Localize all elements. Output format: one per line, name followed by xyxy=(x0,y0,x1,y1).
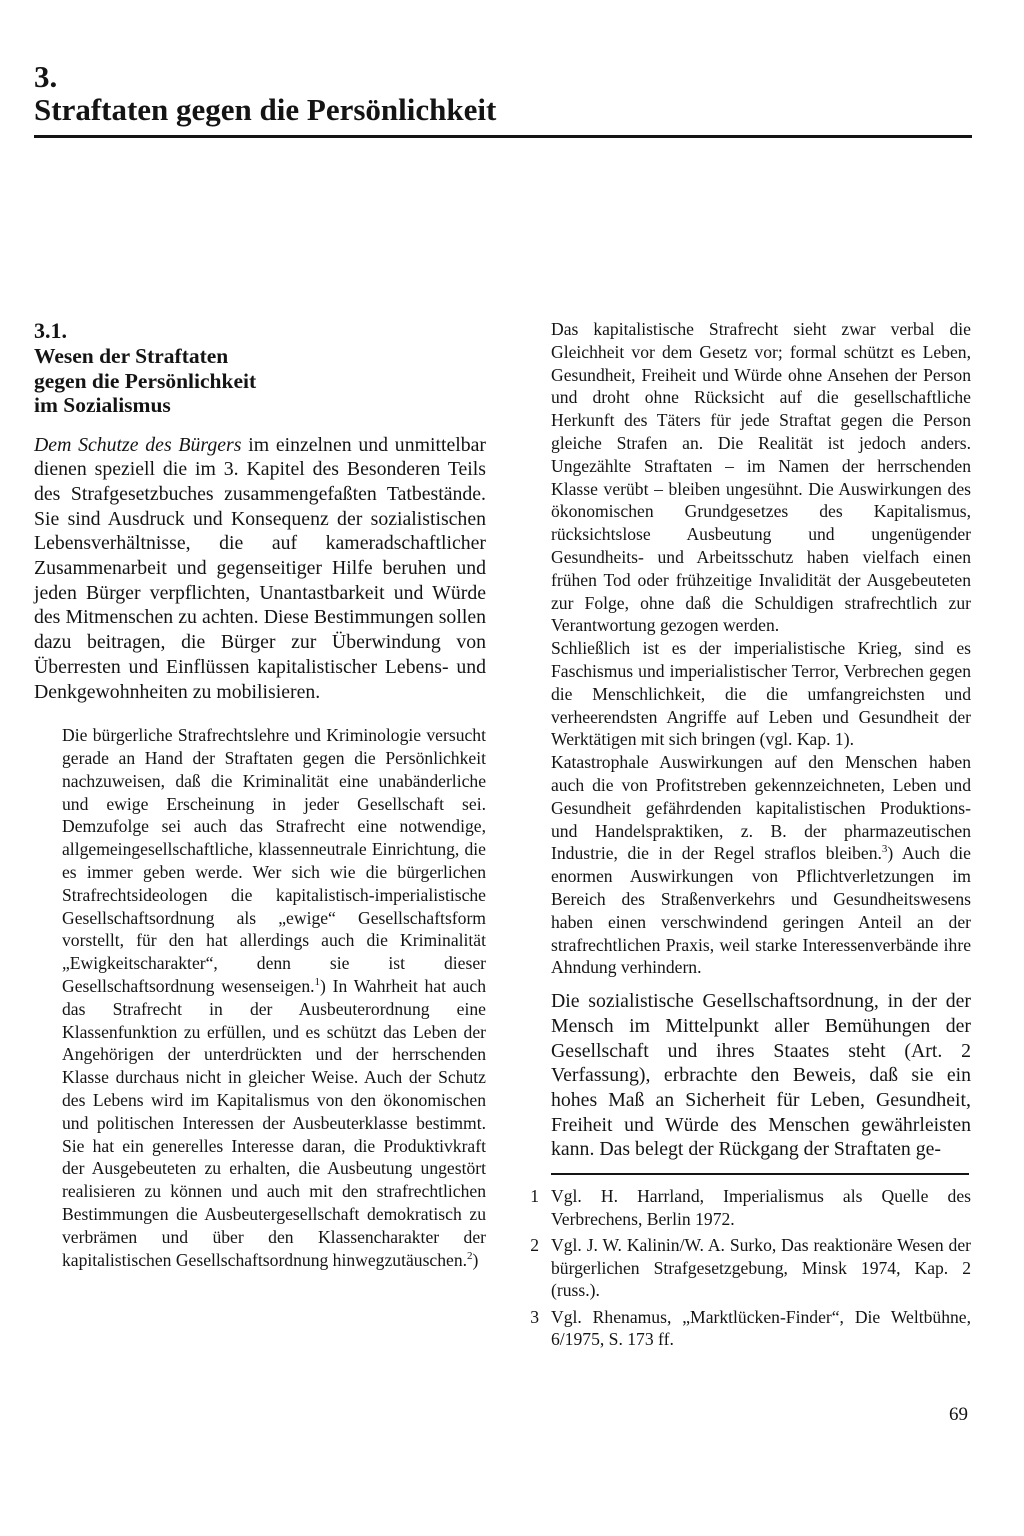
footnote-ref: 2 xyxy=(467,1249,473,1262)
footnote-text: Vgl. Rhenamus, „Marktlücken-Finder“, Die Weltbühne, 6/1975, S. 173 ff. xyxy=(551,1306,971,1350)
page-number: 69 xyxy=(949,1404,968,1425)
footnote-number: 3 xyxy=(530,1306,539,1327)
body-paragraph: Das kapitalistische Strafrecht sieht zwar verbal die Gleichheit vor dem Gesetz vor; formal schützt es Leben, Gesundheit, Freiheit und Würde ohne Ansehen der Person und droht ohne Rücksicht auf die gesellschaftliche Herkunft des Täters für jede Straftat gegen die Person gleiche Strafen an. Die Realität ist jedoch anders. Ungezählte Straftaten – im Namen der herrschenden Klasse verübt – bleiben ungesühnt. Die Auswirkungen des ökonomischen Grundgesetzes des Kapitalismus, rücksichtslose Ausbeutung und ungenügender Gesundheits- und Arbeitsschutz haben vielfach einen frühen Tod oder frühzeitige Invalidität der Ausgebeuteten zur Folge, ohne daß die Schuldigen strafrechtlich zur Verantwortung gezogen werden. xyxy=(551,319,971,636)
footnote xyxy=(530,1185,971,1230)
indented-text-part: Die bürgerliche Strafrechtslehre und Kriminologie versucht gerade an Hand der Straftaten gegen die Persönlichkeit nachzuweisen, daß die Kriminalität eine unabänderliche und ewige Erscheinung in jeder Gesellschaft sei. Demzufolge sei auch das Strafrecht eine notwendige, allgemeingesellschaftliche, klassenneutrale Einrichtung, die es immer geben werde. Wer sich wie die bürgerlichen Strafrechtsideologen die kapitalistisch-imperialistische Gesellschaftsordnung als „ewige“ Gesellschaftsform vorstellt, für den hat allerdings auch die Kriminalität „Ewigkeitscharakter“, denn sie ist dieser Gesellschaftsordnung wesenseigen. xyxy=(62,725,486,996)
indented-paragraph xyxy=(62,724,486,1271)
section-title-line: Wesen der Straftaten xyxy=(34,344,229,368)
footnote-number: 1 xyxy=(530,1186,539,1207)
chapter-number: 3. xyxy=(34,59,58,94)
body-paragraph: Schließlich ist es der imperialistische Krieg, sind es Faschismus und imperialistischer Terror, Verbrechen gegen die Menschlichkeit, die die umfangreichsten und verheerendsten Angriffe auf Leben und Gesundheit der Werktätigen mit sich bringen (vgl. Kap. 1). xyxy=(551,638,971,750)
intro-paragraph xyxy=(34,433,486,705)
left-column xyxy=(34,318,486,1271)
footnote-rule xyxy=(551,1173,969,1175)
section-title-line: gegen die Persönlichkeit xyxy=(34,368,257,393)
chapter-rule xyxy=(34,135,972,138)
chapter-title: Straftaten gegen die Persönlichkeit xyxy=(34,92,497,127)
intro-lead: Dem Schutze des Bürgers xyxy=(34,433,242,456)
indented-text-part: ) xyxy=(472,1249,479,1270)
footnote-text: Vgl. J. W. Kalinin/W. A. Surko, Das reaktionäre Wesen der bürgerlichen Strafgesetzgebung, Minsk 1974, Kap. 2 (russ.). xyxy=(551,1235,971,1301)
footnote-text: Vgl. H. Harrland, Imperialismus als Quelle des Verbrechens, Berlin 1972. xyxy=(551,1186,971,1229)
body-text-part: ) Auch die enormen Auswirkungen von Pflichtverletzungen im Bereich des Straßenverkehrs und Gesundheitswesens haben einen verschwindend geringen Anteil an der strafrechtlichen Praxis, weil starke Interessenverbände ihre Ahndung verhindern. xyxy=(551,843,971,978)
indented-text-part: ) In Wahrheit hat auch das Strafrecht in der Ausbeuterordnung eine Klassenfunktion zu erfüllen, und es schützt das Leben der Angehörigen der unterdrückten und der herrschenden Klasse durchaus nicht in gleicher Weise. Auch der Schutz des Lebens wird im Kapitalismus von den ökonomischen und politischen Interessen der Ausbeuterklasse bestimmt. Sie hat ein generelles Interesse daran, die Produktivkraft der Ausgebeuteten zu erhalten, die Ausbeutung ungestört realisieren zu können und auch mit den strafrechtlichen Bestimmungen die Ausbeutergesellschaft demokratisch zu verbrämen und über den Klassencharakter der kapitalistischen Gesellschaftsordnung hinwegzutäuschen. xyxy=(62,976,486,1270)
section-title xyxy=(34,344,486,418)
footnote-ref: 3 xyxy=(881,843,888,856)
intro-text: im einzelnen und unmittelbar dienen speziell die im 3. Kapitel des Besonderen Teils des Strafgesetzbuches zusammengefaßten Tatbestände. Sie sind Ausdruck und Konsequenz der sozialistischen Lebensverhältnisse, die auf kameradschaftlicher Zusammenarbeit und gegenseitiger Hilfe beruhen und jeden Bürger verpflichten, Unantastbarkeit und Würde des Mitmenschen zu achten. Diese Bestimmungen sollen dazu beitragen, die Bürger zur Überwindung von Überresten und Einflüssen kapitalistischer Lebens- und Denkgewohnheiten zu mobilisieren. xyxy=(34,433,486,703)
footnote xyxy=(530,1306,971,1351)
footnote-list-wrap xyxy=(530,1185,971,1351)
body-paragraph xyxy=(551,751,971,979)
body-text-part: Katastrophale Auswirkungen auf den Menschen haben auch die von Profitstreben gekennzeichneten, Leben und Gesundheit gefährdenden kapitalistischen Produktions- und Handelspraktiken, z. B. der pharmazeutischen Industrie, die in der Regel straflos bleiben. xyxy=(551,752,971,864)
footnote-number: 2 xyxy=(530,1235,539,1256)
footnotes xyxy=(530,1185,971,1351)
footnote xyxy=(530,1234,971,1302)
footnote-ref: 1 xyxy=(314,976,321,989)
right-column xyxy=(530,318,971,1355)
section-number: 3.1. xyxy=(34,318,67,343)
section-title-line: im Sozialismus xyxy=(34,393,171,417)
body-paragraph-large: Die sozialistische Gesellschaftsordnung, in der der Mensch im Mittelpunkt aller Bemühungen der Gesellschaft und ihres Staates steht (Art. 2 Verfassung), erbrachte den Beweis, daß sie ein hohes Maß an Sicherheit für Leben, Gesundheit, Freiheit und Würde des Menschen gewährleisten kann. Das belegt der Rückgang der Straftaten ge- xyxy=(551,990,971,1161)
